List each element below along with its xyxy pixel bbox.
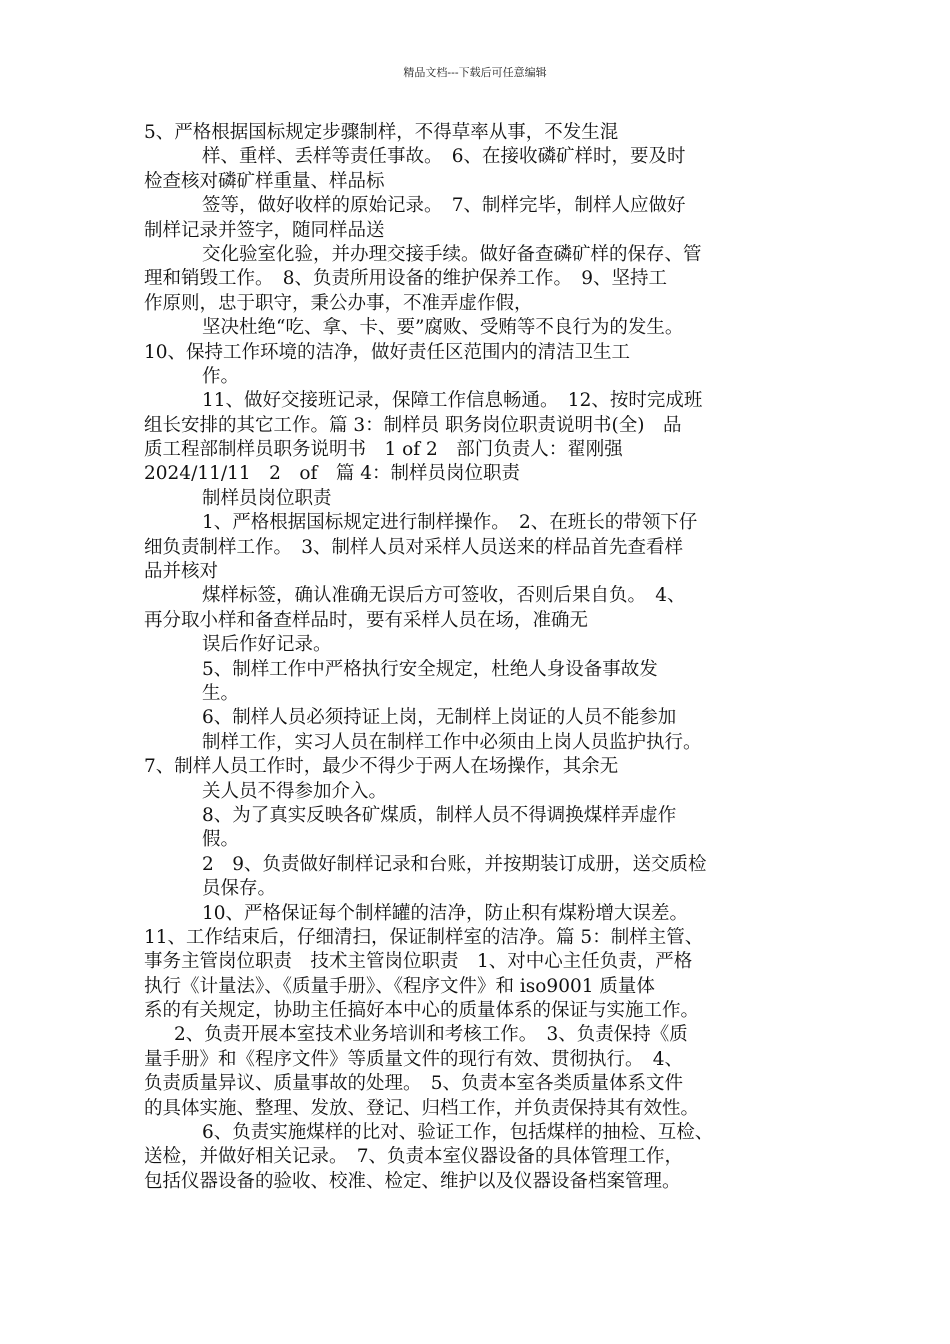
text-line: 交化验室化验，并办理交接手续。做好备查磷矿样的保存、管 bbox=[202, 243, 702, 265]
text-line: 包括仪器设备的验收、校准、检定、维护以及仪器设备档案管理。 bbox=[144, 1170, 681, 1192]
text-line: 送检，并做好相关记录。 7、负责本室仪器设备的具体管理工作， bbox=[144, 1146, 684, 1168]
text-line: 5、制样工作中严格执行安全规定，杜绝人身设备事故发 bbox=[202, 658, 658, 680]
text-line: 煤样标签，确认准确无误后方可签收，否则后果自负。 4、 bbox=[202, 585, 686, 607]
text-line: 5、严格根据国标规定步骤制样，不得草率从事，不发生混 bbox=[144, 122, 619, 143]
document-body bbox=[144, 121, 824, 1194]
text-line: 误后作好记录。 bbox=[202, 634, 332, 656]
text-line: 6、负责实施煤样的比对、验证工作，包括煤样的抽检、互检、 bbox=[202, 1122, 714, 1144]
text-line: 8、为了真实反映各矿煤质，制样人员不得调换煤样弄虚作 bbox=[202, 804, 677, 826]
text-line: 品并核对 bbox=[144, 561, 219, 583]
text-line: 员保存。 bbox=[202, 878, 277, 900]
text-line: 制样员岗位职责 bbox=[202, 487, 332, 509]
text-line: 2 9、负责做好制样记录和台账，并按期装订成册，送交质检 bbox=[202, 853, 707, 875]
text-line: 细负责制样工作。 3、制样人员对采样人员送来的样品首先查看样 bbox=[144, 536, 684, 558]
text-line: 生。 bbox=[202, 682, 240, 704]
text-line: 11、工作结束后，仔细清扫，保证制样室的洁净。篇 5：制样主管、 bbox=[144, 926, 704, 948]
text-line: 系的有关规定，协助主任搞好本中心的质量体系的保证与实施工作。 bbox=[144, 1000, 700, 1022]
text-line: 作。 bbox=[202, 365, 240, 387]
text-line: 再分取小样和备查样品时，要有采样人员在场，准确无 bbox=[144, 609, 589, 631]
text-line: 理和销毁工作。 8、负责所用设备的维护保养工作。 9、坚持工 bbox=[144, 268, 668, 290]
text-line: 10、严格保证每个制样罐的洁净，防止积有煤粉增大误差。 bbox=[202, 902, 689, 924]
text-line: 作原则，忠于职守，秉公办事，不准弄虚作假， bbox=[144, 292, 533, 314]
text-line: 6、制样人员必须持证上岗，无制样上岗证的人员不能参加 bbox=[202, 707, 677, 729]
text-line: 7、制样人员工作时，最少不得少于两人在场操作，其余无 bbox=[144, 756, 619, 778]
text-line: 关人员不得参加介入。 bbox=[202, 780, 388, 802]
text-line: 的具体实施、整理、发放、登记、归档工作，并负责保持其有效性。 bbox=[144, 1097, 700, 1119]
text-line: 制样工作，实习人员在制样工作中必须由上岗人员监护执行。 bbox=[202, 731, 702, 753]
text-line: 组长安排的其它工作。篇 3：制样员 职务岗位职责说明书(全) 品 bbox=[144, 414, 682, 436]
text-line: 2、负责开展本室技术业务培训和考核工作。 3、负责保持《质 bbox=[174, 1024, 688, 1046]
text-line: 事务主管岗位职责 技术主管岗位职责 1、对中心主任负责，严格 bbox=[144, 951, 693, 973]
text-line: 制样记录并签字，随同样品送 bbox=[144, 219, 385, 241]
text-line: 签等，做好收样的原始记录。 7、制样完毕，制样人应做好 bbox=[202, 195, 686, 217]
text-line: 质工程部制样员职务说明书 1 of 2 部门负责人：翟刚强 bbox=[144, 439, 623, 461]
text-line: 量手册》和《程序文件》等质量文件的现行有效、贯彻执行。 4、 bbox=[144, 1048, 684, 1070]
text-line: 2024/11/11 2 of 篇 4：制样员岗位职责 bbox=[144, 463, 521, 485]
text-line: 1、严格根据国标规定进行制样操作。 2、在班长的带领下仔 bbox=[202, 512, 698, 534]
text-line: 10、保持工作环境的洁净，做好责任区范围内的清洁卫生工 bbox=[144, 341, 631, 363]
text-line: 假。 bbox=[202, 829, 240, 851]
text-line: 检查核对磷矿样重量、样品标 bbox=[144, 170, 385, 192]
page-header: 精品文档---下载后可任意编辑 bbox=[403, 66, 547, 79]
text-line: 负责质量异议、质量事故的处理。 5、负责本室各类质量体系文件 bbox=[144, 1073, 684, 1095]
text-line: 坚决杜绝“吃、拿、卡、要”腐败、受贿等不良行为的发生。 bbox=[202, 317, 684, 339]
text-line: 样、重样、丢样等责任事故。 6、在接收磷矿样时，要及时 bbox=[202, 146, 686, 168]
text-line: 执行《计量法》、《质量手册》、《程序文件》和 iso9001 质量体 bbox=[144, 975, 655, 997]
text-line: 11、做好交接班记录，保障工作信息畅通。 12、按时完成班 bbox=[202, 390, 703, 412]
